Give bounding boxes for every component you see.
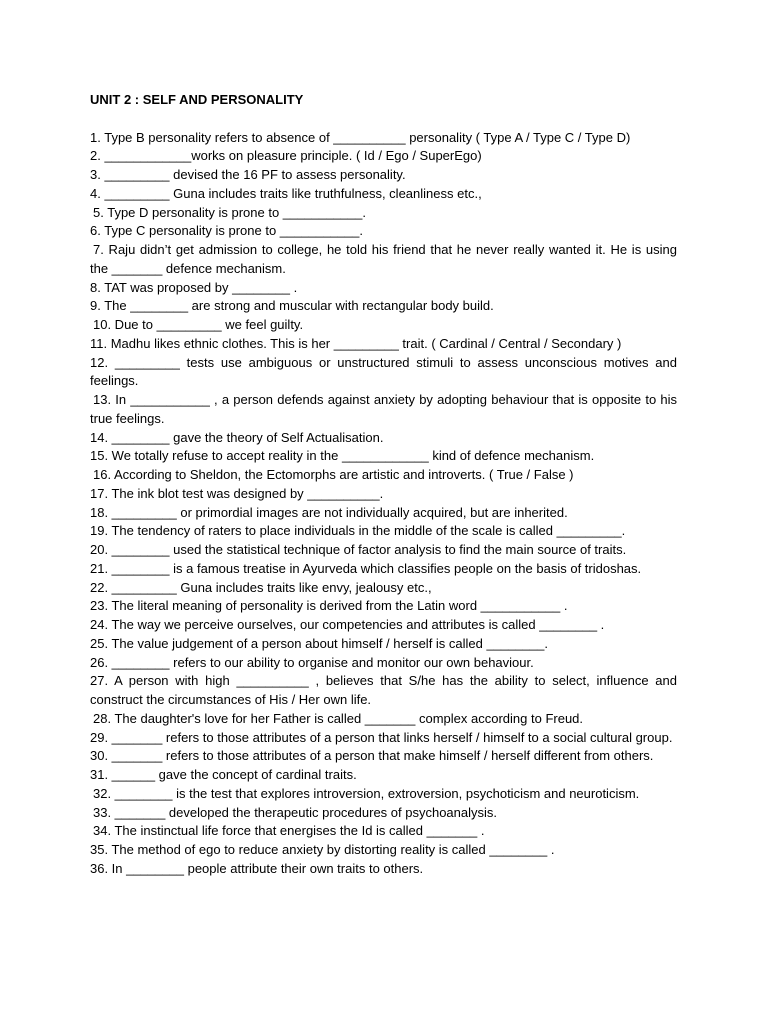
- question-item: 24. The way we perceive ourselves, our competencies and attributes is called ________ .: [90, 617, 605, 632]
- question-item: 17. The ink blot test was designed by __________.: [90, 485, 384, 501]
- question-item: 19. The tendency of raters to place individuals in the middle of the scale is called _________.: [90, 523, 626, 539]
- question-item: 6. Type C personality is prone to ___________.: [90, 223, 363, 239]
- question-item: 18. _________ or primordial images are not individually acquired, but are inherited.: [90, 504, 568, 520]
- question-item: 13. In ___________ , a person defends against anxiety by adopting behaviour that is opposite to his true feelings.: [90, 392, 677, 426]
- question-item: 1. Type B personality refers to absence of __________ personality ( Type A / Type C / Type D): [90, 129, 631, 145]
- page-title: UNIT 2 : SELF AND PERSONALITY: [90, 92, 304, 107]
- question-item: 8. TAT was proposed by ________ .: [90, 279, 298, 295]
- question-item: 12. _________ tests use ambiguous or unstructured stimuli to assess unconscious motives and feelings.: [90, 354, 677, 389]
- question-item: 21. ________ is a famous treatise in Ayurveda which classifies people on the basis of tridoshas.: [90, 560, 642, 576]
- question-item: 11. Madhu likes ethnic clothes. This is her _________ trait. ( Cardinal / Central / Secondary ): [90, 335, 622, 351]
- question-item: 29. _______ refers to those attributes of a person that links herself / himself to a social cultural group.: [90, 729, 673, 745]
- question-item: 3. _________ devised the 16 PF to assess personality.: [90, 167, 406, 182]
- question-item: 4. _________ Guna includes traits like truthfulness, cleanliness etc.,: [90, 185, 482, 201]
- question-item: 14. ________ gave the theory of Self Actualisation.: [90, 429, 384, 445]
- question-item: 23. The literal meaning of personality is derived from the Latin word ___________ .: [90, 598, 568, 614]
- question-item: 35. The method of ego to reduce anxiety by distorting reality is called ________ .: [90, 842, 555, 857]
- question-item: 22. _________ Guna includes traits like envy, jealousy etc.,: [90, 579, 432, 595]
- question-item: 9. The ________ are strong and muscular with rectangular body build.: [90, 298, 494, 314]
- question-item: 31. ______ gave the concept of cardinal traits.: [90, 767, 357, 782]
- question-item: 20. ________ used the statistical technique of factor analysis to find the main source of traits.: [90, 542, 627, 557]
- question-item: 30. _______ refers to those attributes of a person that make himself / herself different from others.: [90, 748, 654, 764]
- question-item: 27. A person with high __________ , believes that S/he has the ability to select, influence and construct the circumstances of His / Her own life.: [90, 673, 677, 707]
- question-list: [90, 129, 677, 879]
- question-item: 32. ________ is the test that explores introversion, extroversion, psychoticism and neuroticism.: [93, 785, 640, 801]
- question-item: 33. _______ developed the therapeutic procedures of psychoanalysis.: [93, 804, 498, 820]
- question-item: 28. The daughter's love for her Father is called _______ complex according to Freud.: [93, 710, 584, 726]
- question-item: 10. Due to _________ we feel guilty.: [93, 317, 304, 332]
- question-item: 36. In ________ people attribute their own traits to others.: [90, 860, 424, 876]
- question-item: 2. ____________works on pleasure principle. ( Id / Ego / SuperEgo): [90, 148, 482, 164]
- question-item: 7. Raju didn’t get admission to college, he told his friend that he never really wanted it. He is using the _______ defence mechanism.: [90, 242, 677, 276]
- question-item: 25. The value judgement of a person about himself / herself is called ________.: [90, 635, 548, 651]
- question-item: 26. ________ refers to our ability to organise and monitor our own behaviour.: [90, 654, 534, 670]
- question-item: 5. Type D personality is prone to ___________.: [93, 204, 366, 220]
- question-item: 16. According to Sheldon, the Ectomorphs are artistic and introverts. ( True / False ): [93, 467, 574, 482]
- question-item: 34. The instinctual life force that energises the Id is called _______ .: [93, 823, 485, 839]
- document-page: [90, 91, 677, 879]
- question-item: 15. We totally refuse to accept reality in the ____________ kind of defence mechanism.: [90, 448, 595, 464]
